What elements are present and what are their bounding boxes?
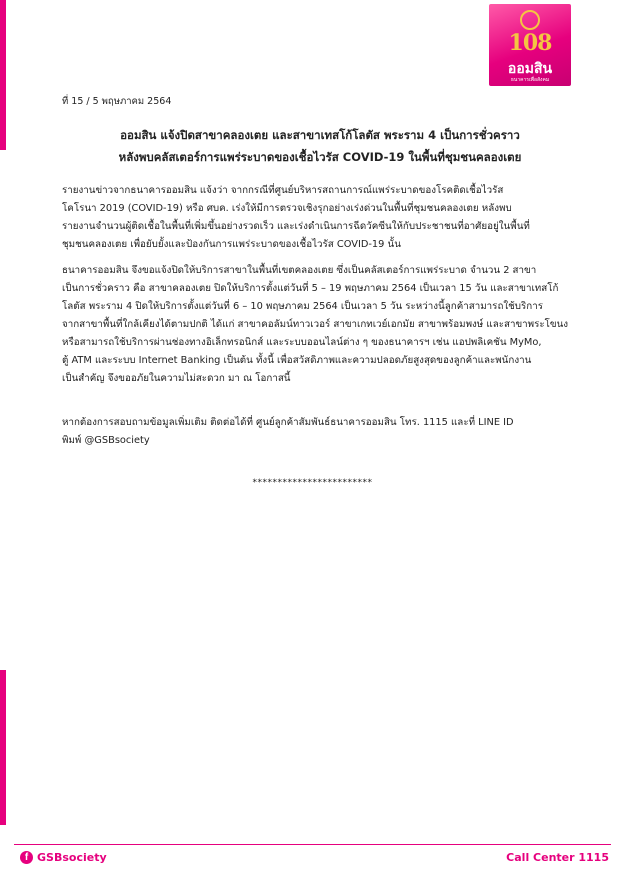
paragraph-line: เป็นการชั่วคราว คือ สาขาคลองเตย ปิดให้บริการตั้งแต่วันที่ 5 – 19 พฤษภาคม 2564 เป็นเวลา 15 วัน และสาขาเทสโก้ [62, 283, 559, 294]
call-center-label: Call Center 1115 [506, 851, 609, 864]
title-line-1: ออมสิน แจ้งปิดสาขาคลองเตย และสาขาเทสโก้โลตัส พระราม 4 เป็นการชั่วคราว [120, 128, 520, 142]
paragraph-line: จากสาขาพื้นที่ใกล้เคียงได้ตามปกติ ได้แก่ สาขาคอลัมน์ทาวเวอร์ สาขาเกทเวย์เอกมัย สาขาพร้อมพงษ์ และสาขาพระโขนง [62, 319, 569, 330]
paragraph-1 [62, 182, 582, 254]
paragraph-line: รายงานข่าวจากธนาคารออมสิน แจ้งว่า จากกรณีที่ศูนย์บริหารสถานการณ์แพร่ระบาดของโรคติดเชื้อไวรัส [62, 185, 504, 196]
social-link[interactable] [20, 851, 107, 864]
separator-stars: ************************ [252, 478, 373, 488]
paragraph-line: พิมพ์ @GSBsociety [62, 435, 150, 446]
paragraph-line: โลตัส พระราม 4 ปิดให้บริการตั้งแต่วันที่ 6 – 10 พฤษภาคม 2564 เป็นเวลา 5 วัน ระหว่างนี้ลูกค้าสามารถใช้บริการ [62, 301, 543, 312]
gsb-logo [489, 4, 571, 86]
footer-divider [14, 844, 611, 845]
paragraph-3 [62, 414, 582, 450]
title-line-2: หลังพบคลัสเตอร์การแพร่ระบาดของเชื้อไวรัส COVID-19 ในพื้นที่ชุมชนคลองเตย [118, 150, 522, 164]
logo-name: ออมสิน [507, 61, 553, 77]
logo-tagline: ธนาคารเพื่อสังคม [510, 77, 550, 83]
crest-icon [520, 10, 540, 30]
paragraph-2 [62, 262, 582, 388]
paragraph-line: ตู้ ATM และระบบ Internet Banking เป็นต้น ทั้งนี้ เพื่อสวัสดิภาพและความปลอดภัยสูงสุดของลูกค้าและพนักงาน [62, 355, 532, 366]
paragraph-line: ชุมชนคลองเตย เพื่อยับยั้งและป้องกันการแพร่ระบาดของเชื้อไวรัส COVID-19 นั้น [62, 239, 401, 250]
accent-bar-bottom [0, 670, 6, 825]
facebook-icon: f [20, 851, 33, 864]
logo-number: 108 [508, 30, 552, 56]
document-number: ที่ 15 / 5 พฤษภาคม 2564 [62, 96, 172, 107]
paragraph-line: โคโรนา 2019 (COVID-19) หรือ ศบค. เร่งให้มีการตรวจเชิงรุกอย่างเร่งด่วนในพื้นที่ชุมชนคลองเตย หลังพบ [62, 203, 512, 214]
paragraph-line: รายงานจำนวนผู้ติดเชื้อในพื้นที่เพิ่มขึ้นอย่างรวดเร็ว และเร่งดำเนินการฉีดวัคซีนให้กับประชาชนที่อาศัยอยู่ในพื้นที่ [62, 221, 530, 232]
paragraph-line: หรือสามารถใช้บริการผ่านช่องทางอิเล็กทรอนิกส์ และระบบออนไลน์ต่าง ๆ ของธนาคารฯ เช่น แอปพลิเคชัน MyMo, [62, 337, 542, 348]
document-title [70, 124, 570, 168]
paragraph-line: หากต้องการสอบถามข้อมูลเพิ่มเติม ติดต่อได้ที่ ศูนย์ลูกค้าสัมพันธ์ธนาคารออมสิน โทร. 1115 และที่ LINE ID [62, 417, 514, 428]
paragraph-line: เป็นสำคัญ จึงขออภัยในความไม่สะดวก มา ณ โอกาสนี้ [62, 373, 291, 384]
paragraph-line: ธนาคารออมสิน จึงขอแจ้งปิดให้บริการสาขาในพื้นที่เขตคลองเตย ซึ่งเป็นคลัสเตอร์การแพร่ระบาด จำนวน 2 สาขา [62, 265, 537, 276]
accent-bar-top [0, 0, 6, 150]
social-handle: GSBsociety [37, 851, 107, 864]
